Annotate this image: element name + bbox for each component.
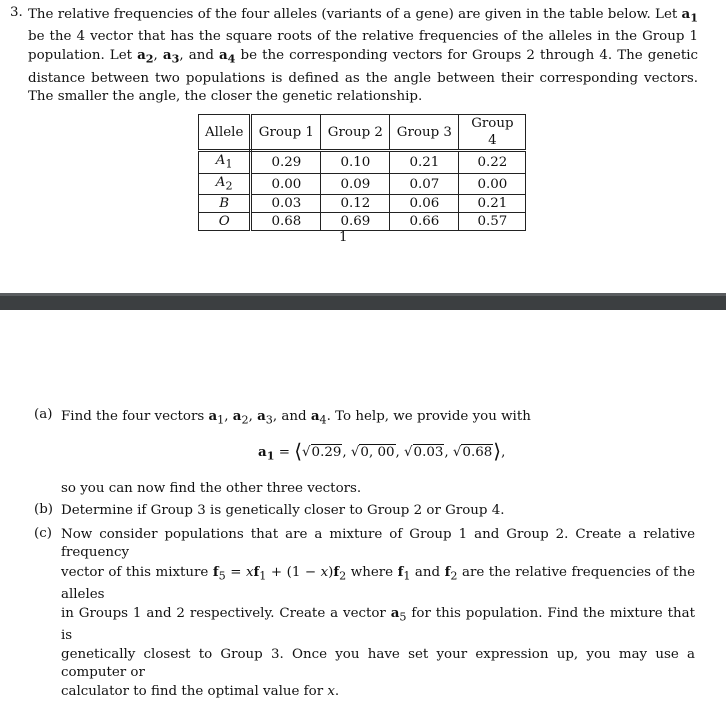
table-header-row	[199, 115, 526, 151]
table-cell: 0.12	[321, 195, 390, 213]
table-cell: 0.68	[251, 213, 321, 231]
part-c-text: Now consider populations that are a mixture of Group 1 and Group 2. Create a relative frequency vector of this mixture $f_5 = xf_1 + (1 - x)f_2$ where $f_1$ and $f_2$ are the relative frequencies of the alleles in Groups 1 and 2 respectively. Create a vector $a_5$ for this population. Find the mixture that is genetically closest to Group 3. Once you have set your expression up, you may use a computer or calculator to find the optimal value for x.	[61, 527, 695, 699]
table-header: Group 3	[390, 115, 459, 151]
table-row	[199, 151, 526, 174]
page-2	[0, 310, 726, 699]
table-cell: 0.06	[390, 195, 459, 213]
table-header: Allele	[199, 115, 251, 151]
part-b-text: Determine if Group 3 is genetically closer to Group 2 or Group 4.	[61, 503, 505, 518]
table-cell: 0.21	[390, 151, 459, 174]
table-cell: 0.00	[251, 173, 321, 195]
table-header: Group 2	[321, 115, 390, 151]
problem-intro: The relative frequencies of the four alleles (variants of a gene) are given in the table below. Let $a_1$ be the 4 vector that has the square roots of the relative frequencies of the alleles in the Group 1 population. Let $a_2$, $a_3$, and $a_4$ be the corresponding vectors for Groups 2 through 4. The genetic distance between two populations is defined as the angle between their corresponding vectors. The smaller the angle, the closer the genetic relationship.	[28, 6, 698, 104]
table-cell: 0.21	[459, 195, 526, 213]
part-a-text: Find the four vectors $a_1$, $a_2$, $a_3$, and $a_4$. To help, we provide you with	[61, 408, 531, 427]
table-cell: 0.03	[251, 195, 321, 213]
allele-cell: $A_1$	[199, 151, 251, 174]
table-cell: 0.29	[251, 151, 321, 174]
problem-number: 3.	[10, 5, 23, 20]
page-separator	[0, 296, 726, 310]
table-cell: 0.09	[321, 173, 390, 195]
table-header: Group 1	[251, 115, 321, 151]
allele-cell: O	[199, 213, 251, 231]
allele-cell: $A_2$	[199, 173, 251, 195]
table-row	[199, 173, 526, 195]
table-cell: 0.66	[390, 213, 459, 231]
vector-formula: $a_1$ = ⟨√0.29, √0, 00, √0.03, √0.68⟩,	[258, 439, 506, 463]
allele-cell: B	[199, 195, 251, 213]
table-row	[199, 213, 526, 231]
table-cell: 0.22	[459, 151, 526, 174]
table-cell: 0.10	[321, 151, 390, 174]
table-cell: 0.69	[321, 213, 390, 231]
table-cell: 0.07	[390, 173, 459, 195]
table-header: Group 4	[459, 115, 526, 151]
allele-frequency-table	[198, 114, 526, 231]
part-b-label: (b)	[34, 502, 54, 517]
page-number: 1	[339, 230, 348, 245]
table-row	[199, 195, 526, 213]
table-cell: 0.57	[459, 213, 526, 231]
part-a-followup: so you can now find the other three vectors.	[61, 481, 362, 496]
page-1	[0, 0, 726, 293]
part-c-label: (c)	[34, 526, 52, 541]
part-a-label: (a)	[34, 407, 53, 422]
table-cell: 0.00	[459, 173, 526, 195]
